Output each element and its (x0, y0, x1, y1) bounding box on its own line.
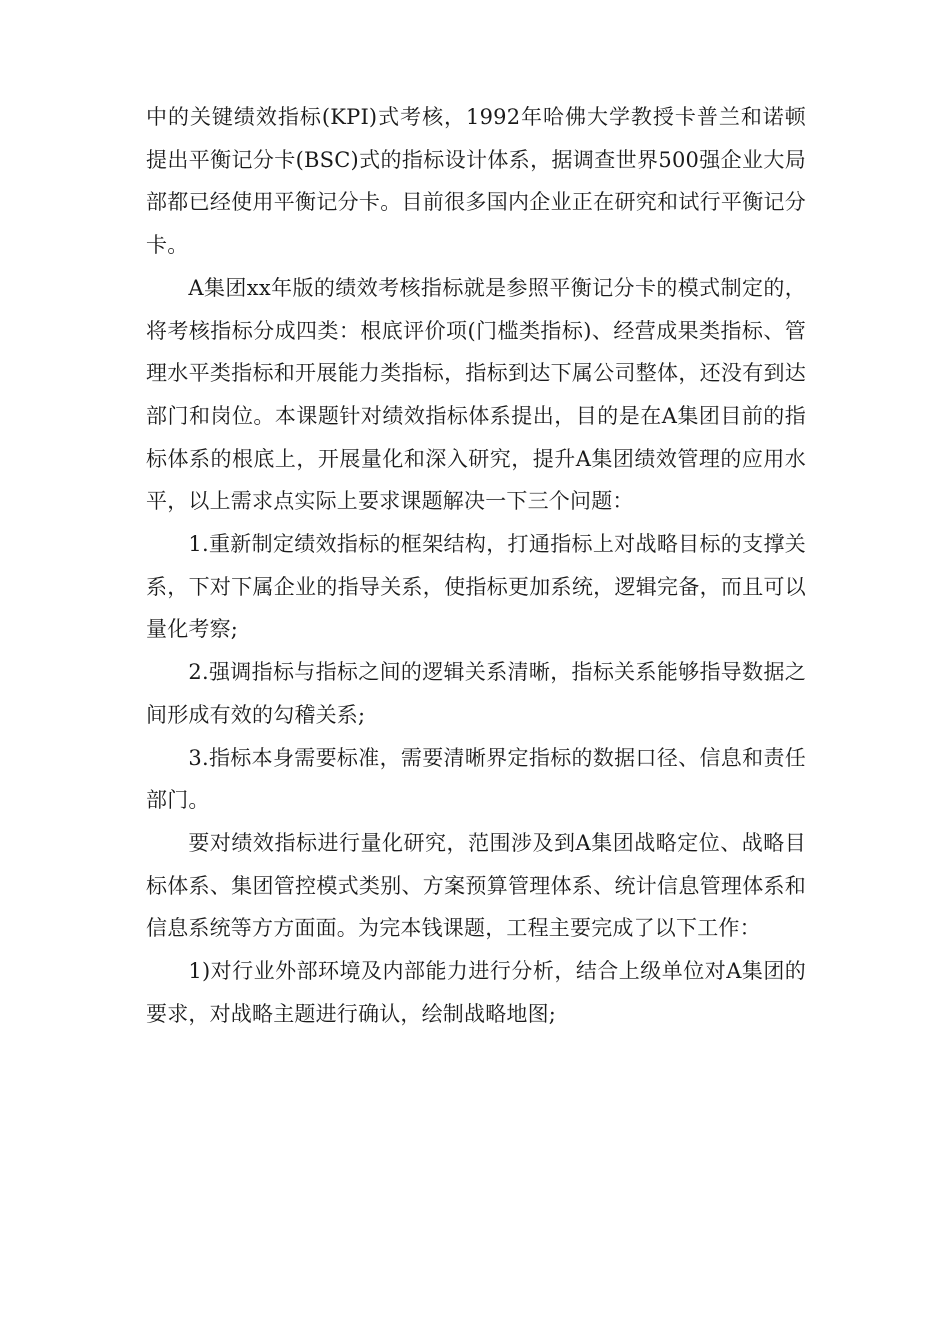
paragraph-kpi-bsc-history: 中的关键绩效指标(KPI)式考核，1992年哈佛大学教授卡普兰和诺顿提出平衡记分卡(BSC)式的指标设计体系，据调查世界500强企业大局部都已经使用平衡记分卡。目前很多国内企业正在研究和试行平衡记分卡。 (146, 105, 806, 258)
paragraph-work-item-1: 1)对行业外部环境及内部能力进行分析，结合上级单位对A集团的要求，对战略主题进行确认，绘制战略地图; (146, 959, 806, 1026)
paragraph-problem-3: 3.指标本身需要标准，需要清晰界定指标的数据口径、信息和责任部门。 (146, 745, 806, 813)
paragraph-problem-2: 2.强调指标与指标之间的逻辑关系清晰，指标关系能够指导数据之间形成有效的勾稽关系; (146, 660, 806, 727)
document-body (146, 96, 806, 1035)
paragraph-group-indicator-background: A集团xx年版的绩效考核指标就是参照平衡记分卡的模式制定的，将考核指标分成四类：根底评价项(门槛类指标)、经营成果类指标、管理水平类指标和开展能力类指标，指标到达下属公司整体，还没有到达部门和岗位。本课题针对绩效指标体系提出，目的是在A集团目前的指标体系的根底上，开展量化和深入研究，提升A集团绩效管理的应用水平，以上需求点实际上要求课题解决一下三个问题： (146, 275, 806, 514)
paragraph-research-scope: 要对绩效指标进行量化研究，范围涉及到A集团战略定位、战略目标体系、集团管控模式类别、方案预算管理体系、统计信息管理体系和信息系统等方方面面。为完本钱课题，工程主要完成了以下工作： (146, 830, 806, 941)
paragraph-problem-1: 1.重新制定绩效指标的框架结构，打通指标上对战略目标的支撑关系，下对下属企业的指导关系，使指标更加系统，逻辑完备，而且可以量化考察; (146, 532, 806, 642)
